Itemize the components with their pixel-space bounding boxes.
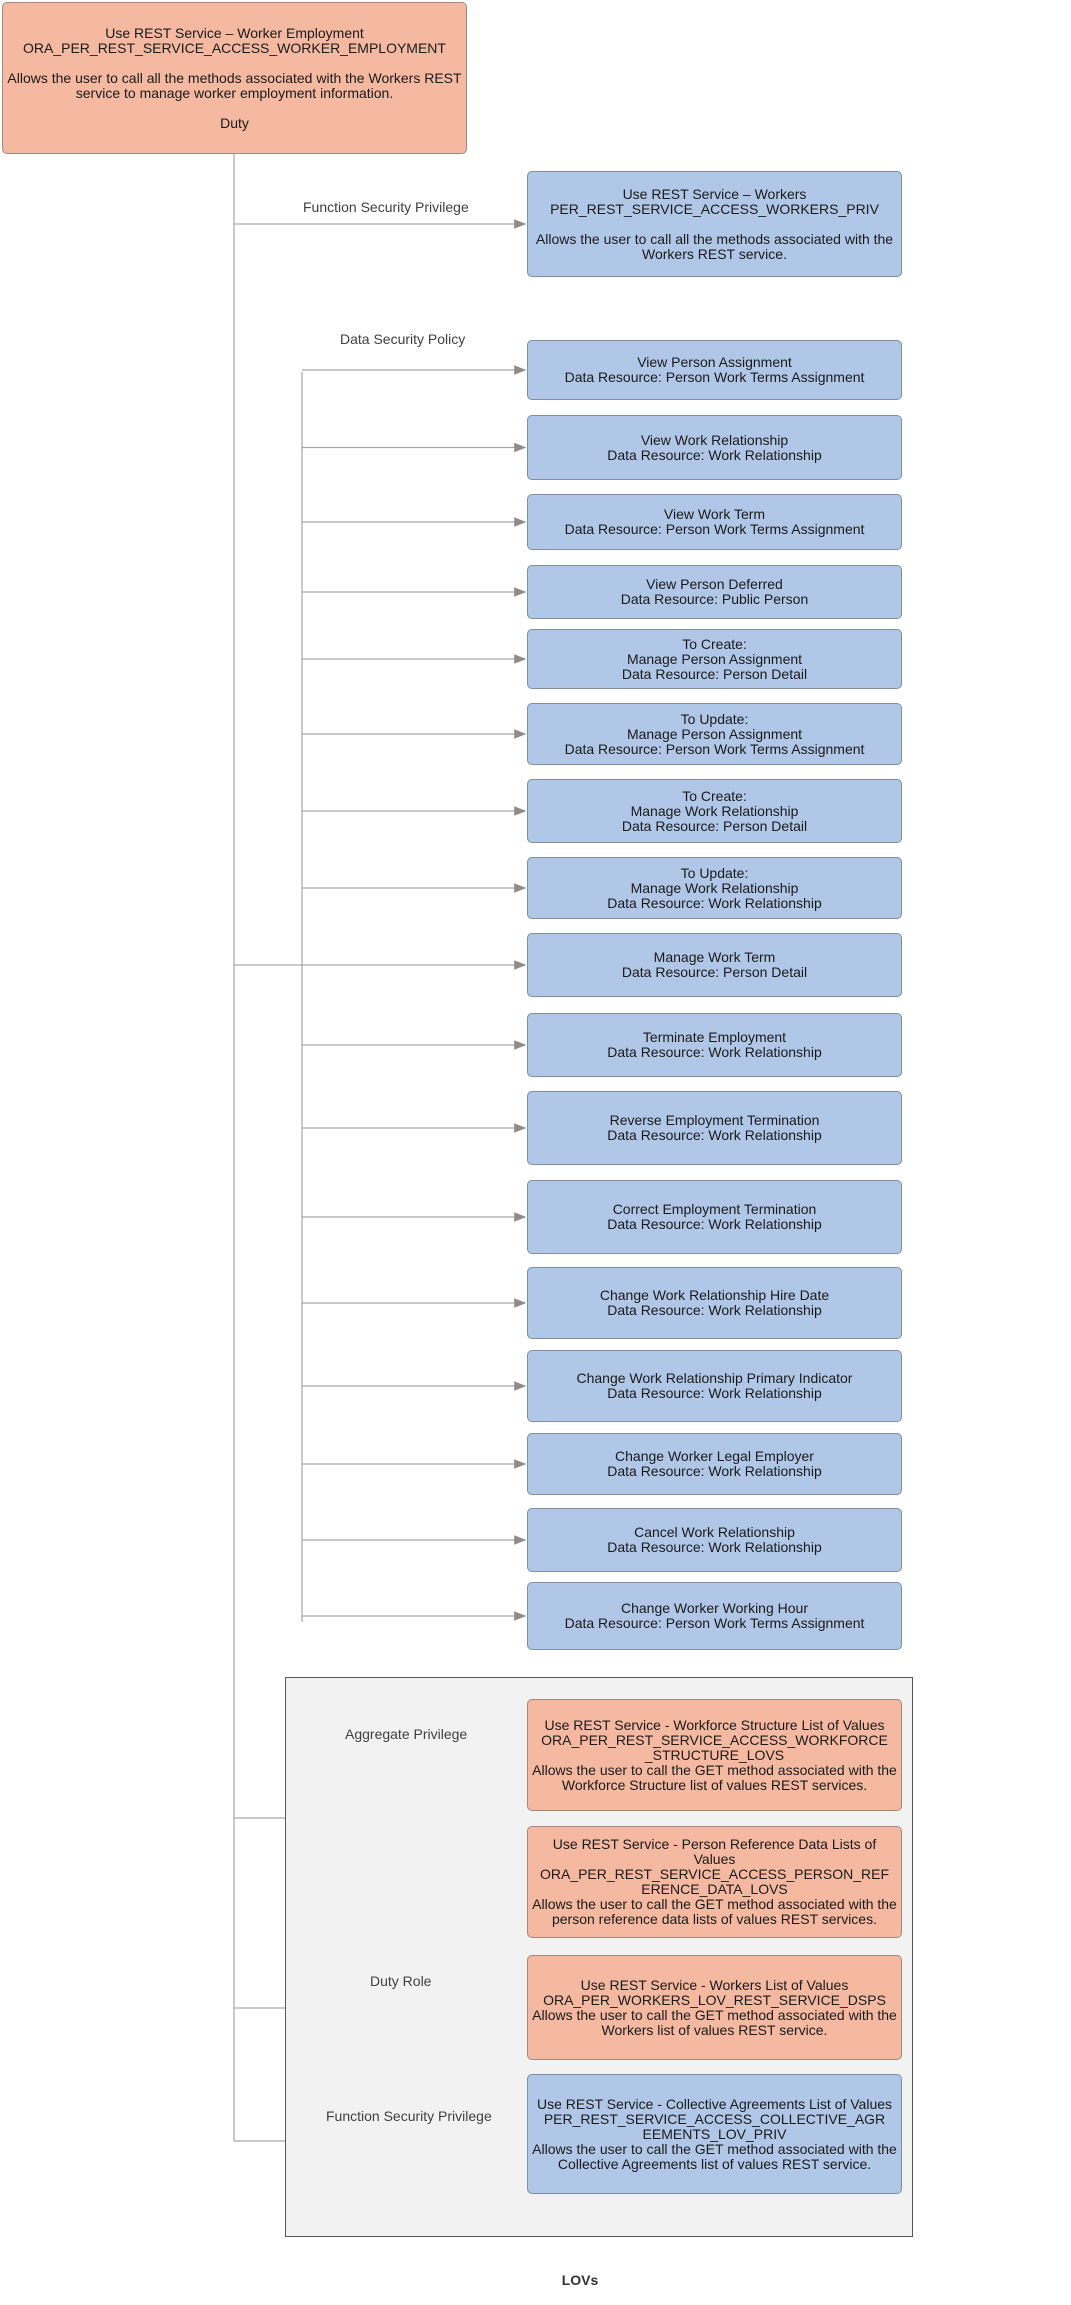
data-security-policy-line: Data Resource: Public Person [620,591,809,607]
aggregate-privilege-code: ORA_PER_REST_SERVICE_ACCESS_PERSON_REF [539,1866,890,1882]
data-security-policy-line: Data Resource: Work Relationship [607,894,822,911]
lov-function-privilege-description: Allows the user to call the GET method associated with the Collective Agreements list of values REST service. [532,2140,897,2172]
aggregate-privilege-title: Use REST Service - Workforce Structure List of Values [544,1716,885,1733]
data-security-policy-box[interactable] [527,703,902,765]
duty-description: Allows the user to call all the methods associated with the Workers REST service to manage worker employment information. [7,69,462,101]
data-security-policy-line: Data Resource: Work Relationship [607,1044,822,1060]
data-security-policy-line: Change Work Relationship Primary Indicator [576,1370,853,1386]
data-security-policy-line: Data Resource: Work Relationship [607,1385,822,1401]
data-security-policy-line: Data Resource: Work Relationship [607,1216,822,1232]
lov-function-privilege-label: Function Security Privilege [326,2108,492,2124]
aggregate-privilege-title: Use REST Service - Person Reference Data Lists of Values [552,1836,877,1867]
duty-type: Duty [220,114,249,131]
data-security-policy-line: Reverse Employment Termination [609,1112,820,1128]
data-security-policy-line: Manage Work Relationship [630,802,799,819]
function-privilege-code: PER_REST_SERVICE_ACCESS_WORKERS_PRIV [550,200,879,217]
aggregate-privilege-code: ORA_PER_REST_SERVICE_ACCESS_WORKFORCE [541,1731,888,1748]
lov-function-privilege-code-cont: EEMENTS_LOV_PRIV [642,2125,787,2142]
lov-group-caption: LOVs [561,2272,599,2288]
data-security-policy-box[interactable] [527,415,902,480]
data-security-policy-line: Data Resource: Person Work Terms Assignment [564,521,865,537]
data-security-policy-line: Manage Work Term [653,949,776,965]
duty-role-code: ORA_PER_WORKERS_LOV_REST_SERVICE_DSPS [543,1991,886,2008]
data-security-policy-line: Manage Person Assignment [626,650,803,667]
duty-title: Use REST Service – Worker Employment [105,24,364,41]
data-security-label: Data Security Policy [340,331,466,347]
data-security-policy-line: View Work Term [663,506,766,522]
data-security-policy-line: Manage Person Assignment [626,725,803,742]
data-security-policy-line: Data Resource: Person Detail [621,964,808,980]
data-security-policy-line: Data Resource: Person Detail [621,665,808,682]
function-privilege-label: Function Security Privilege [303,199,469,215]
data-security-policy-line: Data Resource: Work Relationship [607,446,822,463]
data-security-policy-line: View Work Relationship [640,431,789,448]
data-security-policy-line: Data Resource: Person Work Terms Assignment [564,1615,865,1631]
data-security-policy-box[interactable] [527,340,902,400]
aggregate-privilege-code-cont: ERENCE_DATA_LOVS [641,1881,788,1897]
data-security-policy-box[interactable] [527,1582,902,1650]
lov-function-privilege-title: Use REST Service - Collective Agreements List of Values [536,2095,893,2112]
aggregate-privilege-label: Aggregate Privilege [345,1726,468,1742]
aggregate-privilege-description: Allows the user to call the GET method associated with the person reference data lists of values REST services. [532,1896,897,1927]
data-security-policy-line: Data Resource: Person Detail [621,817,808,834]
data-security-policy-line: Manage Work Relationship [630,879,799,896]
duty-code: ORA_PER_REST_SERVICE_ACCESS_WORKER_EMPLOYMENT [23,39,446,56]
function-privilege-box[interactable] [527,171,902,277]
data-security-policy-box[interactable] [527,1350,902,1422]
duty-role-label: Duty Role [370,1973,432,1989]
data-security-policy-line: Change Worker Legal Employer [615,1448,814,1464]
data-security-policy-box[interactable] [527,1267,902,1339]
data-security-policy-box[interactable] [527,857,902,919]
data-security-policy-line: To Create: [682,635,747,652]
function-privilege-description: Allows the user to call all the methods associated with the Workers REST service. [535,230,894,262]
data-security-policy-line: Change Work Relationship Hire Date [599,1287,830,1303]
data-security-policy-box[interactable] [527,1180,902,1254]
data-security-policy-line: Data Resource: Work Relationship [607,1302,822,1318]
function-privilege-title: Use REST Service – Workers [622,185,807,202]
data-security-policy-line: Data Resource: Person Work Terms Assignment [564,740,865,757]
duty-role-description: Allows the user to call the GET method associated with the Workers list of values REST service. [532,2006,897,2038]
data-security-policy-line: Data Resource: Person Work Terms Assignment [564,369,865,385]
data-security-policy-line: Correct Employment Termination [612,1201,817,1217]
data-security-policy-box[interactable] [527,1013,902,1077]
data-security-policy-line: Cancel Work Relationship [634,1524,795,1540]
data-security-policy-line: Change Worker Working Hour [620,1600,808,1616]
data-security-policy-line: Terminate Employment [642,1029,787,1045]
data-security-policy-box[interactable] [527,933,902,997]
data-security-policy-line: View Person Deferred [646,576,783,592]
data-security-policy-line: Data Resource: Work Relationship [607,1539,822,1555]
lov-function-privilege-box[interactable] [527,2074,902,2194]
aggregate-privilege-box-workforce[interactable] [527,1699,902,1811]
duty-role-title: Use REST Service - Workers List of Values [580,1976,849,1993]
data-security-policy-line: To Update: [680,864,749,881]
data-security-policy-line: To Create: [682,787,747,804]
data-security-policy-line: To Update: [680,710,749,727]
data-security-policy-box[interactable] [527,629,902,689]
data-security-policy-line: View Person Assignment [637,354,792,370]
data-security-policy-box[interactable] [527,1091,902,1165]
aggregate-privilege-description: Allows the user to call the GET method associated with the Workforce Structure list of values REST services. [532,1761,897,1793]
duty-box[interactable] [2,2,467,154]
data-security-policy-line: Data Resource: Work Relationship [607,1127,822,1143]
data-security-policy-box[interactable] [527,494,902,550]
aggregate-privilege-box-person-reference[interactable] [527,1826,902,1938]
data-security-policy-box[interactable] [527,779,902,843]
data-security-policy-line: Data Resource: Work Relationship [607,1463,822,1479]
aggregate-privilege-code-cont: _STRUCTURE_LOVS [644,1746,785,1763]
data-security-policy-box[interactable] [527,565,902,619]
lov-function-privilege-code: PER_REST_SERVICE_ACCESS_COLLECTIVE_AGR [543,2110,886,2127]
data-security-policy-box[interactable] [527,1508,902,1572]
duty-role-box[interactable] [527,1955,902,2060]
data-security-policy-box[interactable] [527,1433,902,1495]
